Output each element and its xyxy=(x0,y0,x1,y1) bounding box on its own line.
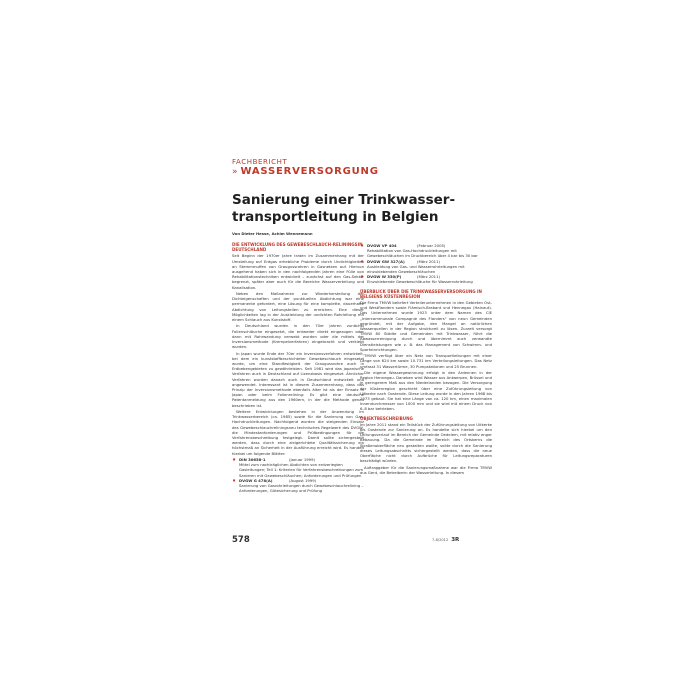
paragraph: Die Firma TMVW beliefert Verteilerunternehmen in den Gebieten Ost- und Westflandern sowie Flämisch-Brabant und Hennegau (Hainaut). Das Unternehmen wurde 1923 unter dem Namen des CIE „Intercommunale Compagnie des Flanders" von neun Gemeinden gegründet, mit der Aufgabe, den Mangel an natürlichen Wasserquellen in der Region strukturell zu lösen. Zurzeit versorgt TMVW 80 Städte und Gemeinden mit Trinkwasser, führt die Abwasserreinigung durch und übernimmt auch verwandte Dienstleistungen wie z. B. das Management von Schwimm- und Sporteinrichtungen. xyxy=(360,300,492,352)
paragraph: Die eigene Wassergewinnung erfolgt in den Ardennen in der Region Hennegau. Daneben wird Wasser aus Antwerpen, Brüssel und in geringerem Maß aus den Niederlanden bezogen. Die Versorgung der Küstenregion geschieht über eine Zuführungsleitung von Uitkerke nach Oostende. Diese Leitung wurde in den Jahren 1968 bis 1973 gebaut. Sie hat eine Länge von ca. 120 km, einen maximalen Innendurchmesser von 1000 mm und sie wird mit einem Druck von 6–8 bar betrieben. xyxy=(360,370,492,412)
section-heading: DIE ENTWICKLUNG DES GEWEBESCHLAUCH-RELININGSIN DEUTSCHLAND xyxy=(232,242,363,253)
standard-code: DIN 30658-1 xyxy=(239,457,266,463)
double-chevron-icon: » xyxy=(232,166,238,177)
kicker-category: FACHBERICHT xyxy=(232,158,288,166)
paragraph: Seit Beginn der 1970er Jahre traten im Zusammenhang mit der Umstellung auf Erdgas erhebliche Probleme durch Undichtigkeiten an Stemmmuffen von Graugussrohren in Gasnetzen auf. Hiervon ausgehend haben sich in den nachfolgenden Jahren eine Fülle von Rehabilitationstechniken entwickelt – zunächst auf den Gas-Sektor begrenzt, später aber auch für die Bereiche Wasserverteilung und Kanalisation. xyxy=(232,253,364,290)
standard-date: (März 2011) xyxy=(417,274,440,280)
list-item xyxy=(232,478,364,494)
page-footer xyxy=(432,537,459,543)
paragraph: In Japan wurde Ende der 70er ein Inversionsverfahren entwickelt, bei dem ein kunststoffbeschichteter Gewebeschlauch eingesetzt wurde, um eine Standfestigkeit der Graugussrohre auch in Erdbebengebieten zu gewährleisten. Seit 1981 wird das japanische Verfahren auch in Deutschland auf Lizenzbasis eingesetzt. Ähnlicher Verfahren wurden danach auch in Deutschland entwickelt und angewendet. Interessant ist in diesem Zusammenhang, dass das Prinzip der Inversionsmethode ebenfalls älter ist als der Einsatz in Japan oder beim Folienrelining: Es gibt eine deutsche Patentanmeldung aus den 1960ern, in der die Methode genau beschrieben ist. xyxy=(232,350,364,408)
list-item xyxy=(360,274,492,284)
article-authors: Von Dieter Hesse, Achim Wennemann xyxy=(232,231,313,236)
standard-code: DVGW W 330(P) xyxy=(367,274,402,280)
standard-description: Einzuklebende Gewebeschläuche für Wasserrohrleitung xyxy=(367,279,473,285)
standard-description: Auskleidung von Gas- und Wasserrohrleitungen mit einzuklebenden Gewebeschläuchen xyxy=(367,263,465,275)
standards-list xyxy=(360,243,492,285)
section-heading: ÜBERBLICK ÜBER DIE TRINKWASSERVERSORGUNG IN BELGIENS KÜSTENREGION xyxy=(360,288,482,299)
list-item xyxy=(360,243,492,259)
issue-label: 7-8/2012 xyxy=(432,538,449,542)
paragraph: Auftraggeber für die Sanierungsmaßnahme war die Firma TMVW aus Gent, die Betreiberin der Wasserleitung. In diesem xyxy=(360,464,492,475)
kicker-section: WASSERVERSORGUNG xyxy=(240,166,379,177)
article-title: Sanierung einer Trinkwasser-transportleitung in Belgien xyxy=(232,192,456,225)
paragraph: TMVW verfügt über ein Netz von Transportleitungen mit einer Länge von 624 km sowie 10.731 km Verteilungsleitungen. Das Netz umfasst 31 Wassertürme, 30 Pumpstationen und 25 Brunnen. xyxy=(360,353,492,369)
list-item xyxy=(232,457,364,478)
paragraph: In Deutschland wurden in den 70er Jahren zunächst Folienschläuche eingesetzt, die entweder direkt eingezogen oder dann mit Rohrwandung verwebt wurden oder die mittels der Inversionsmethode (Krempelverfahren) eingebracht und verklebt wurden. xyxy=(232,323,364,350)
standard-date: (Januar 1999) xyxy=(289,457,315,463)
paragraph: Neben den Maßnahmen zur Wiederherstellung der Dichteigenschaften und der punktuellen Abdichtung war eine permanente gefordert, eine Lösung für eine komplette, dauerhafte Abdichtung von Leitungsteilen zu erreichen. Eine dieser Möglichkeiten lag in der Auskleidung der undichten Rohrleitung mit einem Schlauch aus Kunststoff. xyxy=(232,291,364,323)
magazine-logo: 3R xyxy=(451,537,460,543)
right-text-column xyxy=(360,242,492,544)
standards-list xyxy=(232,457,364,493)
standard-description: Mittel zum nachträglichen Abdichten von erdverlegten Gasleitungen; Teil 1: Kriterien für Verfahrensbeschreibungen zum Sanieren mit Gewebeschläuchen; Anforderungen und Prüfungen xyxy=(239,462,364,478)
standard-description: Sanierung von Gasrohrleitungen durch Gewebeschlauchrelining – Anforderungen, Gütesicherung und Prüfung xyxy=(239,483,364,494)
paragraph: Im Jahre 2011 stand ein Teilstück der Zuführungsleitung von Uitkerke bis Oostende zur Sanierung an. Es handelte sich hierbei um den Leitungsverlauf im Bereich der Gemeinde Oedelem, mit relativ enger Bebauung. Da die Gemeinde im Bereich des Ortskerns die Straßenoberfläche neu gestalten wollte, sollte durch die Sanierung dieses Leitungsabschnitts sichergestellt werden, dass die neue Oberfläche nicht durch Aufbrüche für Leitungsreparaturen beschädigt würden. xyxy=(360,421,492,464)
paragraph: Weitere Entwicklungen bestehen in der Anwendung im Trinkwasserbereich (ca. 1985) sowie für die Sanierung von Gas-Hochdruckleitungen. Nachfolgend wurden die steigenden Einsatz des Gewebeschlauchreliningsneu technisches Regelwerk des DVGW, die Mindestanforderungen und Prüfbedingungen für die Verfahrensbeschreibung festgelegt. Damit sollte sichergestellt werden, dass durch eine zielgerichtete Qualitätssicherung ein höchstmaß an Sicherheit in der Ausführung erreicht wird. Es handelt hierbei um folgende Blätter: xyxy=(232,409,364,456)
left-text-column xyxy=(232,242,364,542)
standard-date: (März 2011) xyxy=(417,258,440,264)
standard-date: (August 1999) xyxy=(289,477,317,483)
list-item xyxy=(360,259,492,275)
section-kicker xyxy=(232,158,379,177)
page-number: 578 xyxy=(232,535,250,545)
standard-code: DVGW GW 327(A) xyxy=(367,258,405,264)
standard-date: (Februar 2005) xyxy=(417,243,446,248)
standard-description: Rehabilitation von Gas-Hochdruckleitungen mit Gewebeschläuchen im Druckbereich über 4 bar bis 30 bar xyxy=(367,248,478,259)
section-heading: OBJEKTBESCHREIBUNG xyxy=(360,415,413,421)
standard-code: DVGW G 478(A) xyxy=(239,477,273,483)
standard-code: DVGW VP 404 xyxy=(367,243,397,248)
